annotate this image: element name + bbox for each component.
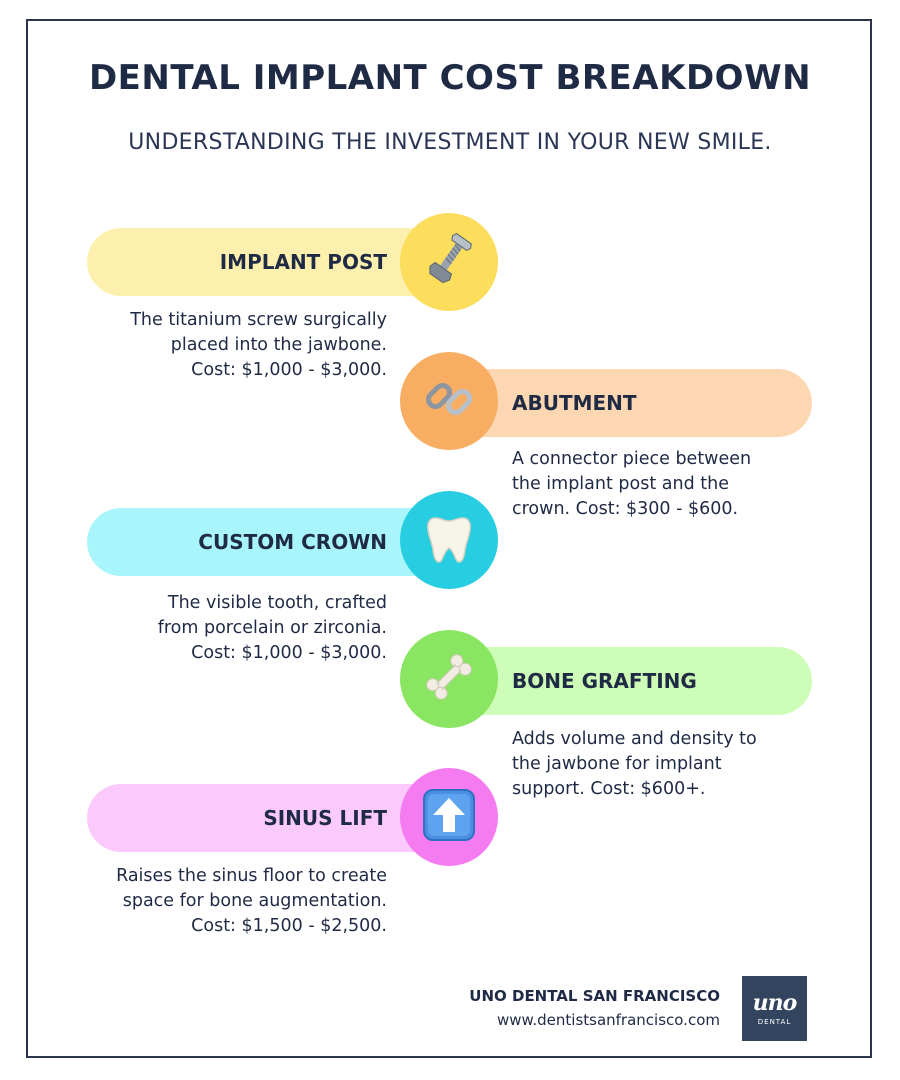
- bone-grafting-description: Adds volume and density to the jawbone for implant support. Cost: $600+.: [512, 729, 757, 799]
- brand-url[interactable]: www.dentistsanfrancisco.com: [496, 1011, 720, 1029]
- sinus-lift-label: SINUS LIFT: [263, 806, 387, 830]
- brand-name: UNO DENTAL SAN FRANCISCO: [469, 987, 720, 1005]
- sinus-lift-description: Raises the sinus floor to create space for bone augmentation. Cost: $1,500 - $2,500.: [116, 866, 387, 936]
- bone-icon: [421, 649, 477, 709]
- uno-dental-logo: [742, 976, 807, 1041]
- custom-crown-icon-circle: [400, 491, 498, 589]
- page-title: DENTAL IMPLANT COST BREAKDOWN: [88, 58, 812, 98]
- logo-sub: DENTAL: [757, 1018, 792, 1026]
- custom-crown-description: The visible tooth, crafted from porcelain or zirconia. Cost: $1,000 - $3,000.: [157, 593, 387, 663]
- brand-block: [469, 987, 720, 1029]
- bone-grafting-icon-circle: [400, 630, 498, 728]
- abutment-label: ABUTMENT: [512, 391, 637, 415]
- abutment-icon-circle: [400, 352, 498, 450]
- abutment-description: A connector piece between the implant post and the crown. Cost: $300 - $600.: [512, 449, 752, 519]
- up-arrow-icon: [421, 787, 477, 847]
- page-subtitle: UNDERSTANDING THE INVESTMENT IN YOUR NEW SMILE.: [128, 130, 772, 155]
- nut-and-bolt-icon: [421, 232, 477, 292]
- implant-post-icon-circle: [400, 213, 498, 311]
- bone-grafting-label: BONE GRAFTING: [512, 669, 697, 693]
- tooth-icon: [421, 510, 477, 570]
- logo-mark: uno: [752, 990, 797, 1016]
- sinus-lift-icon-circle: [400, 768, 498, 866]
- implant-post-description: The titanium screw surgically placed into the jawbone. Cost: $1,000 - $3,000.: [130, 310, 387, 380]
- implant-post-label: IMPLANT POST: [219, 250, 387, 274]
- link-icon: [421, 371, 477, 431]
- custom-crown-label: CUSTOM CROWN: [198, 530, 387, 554]
